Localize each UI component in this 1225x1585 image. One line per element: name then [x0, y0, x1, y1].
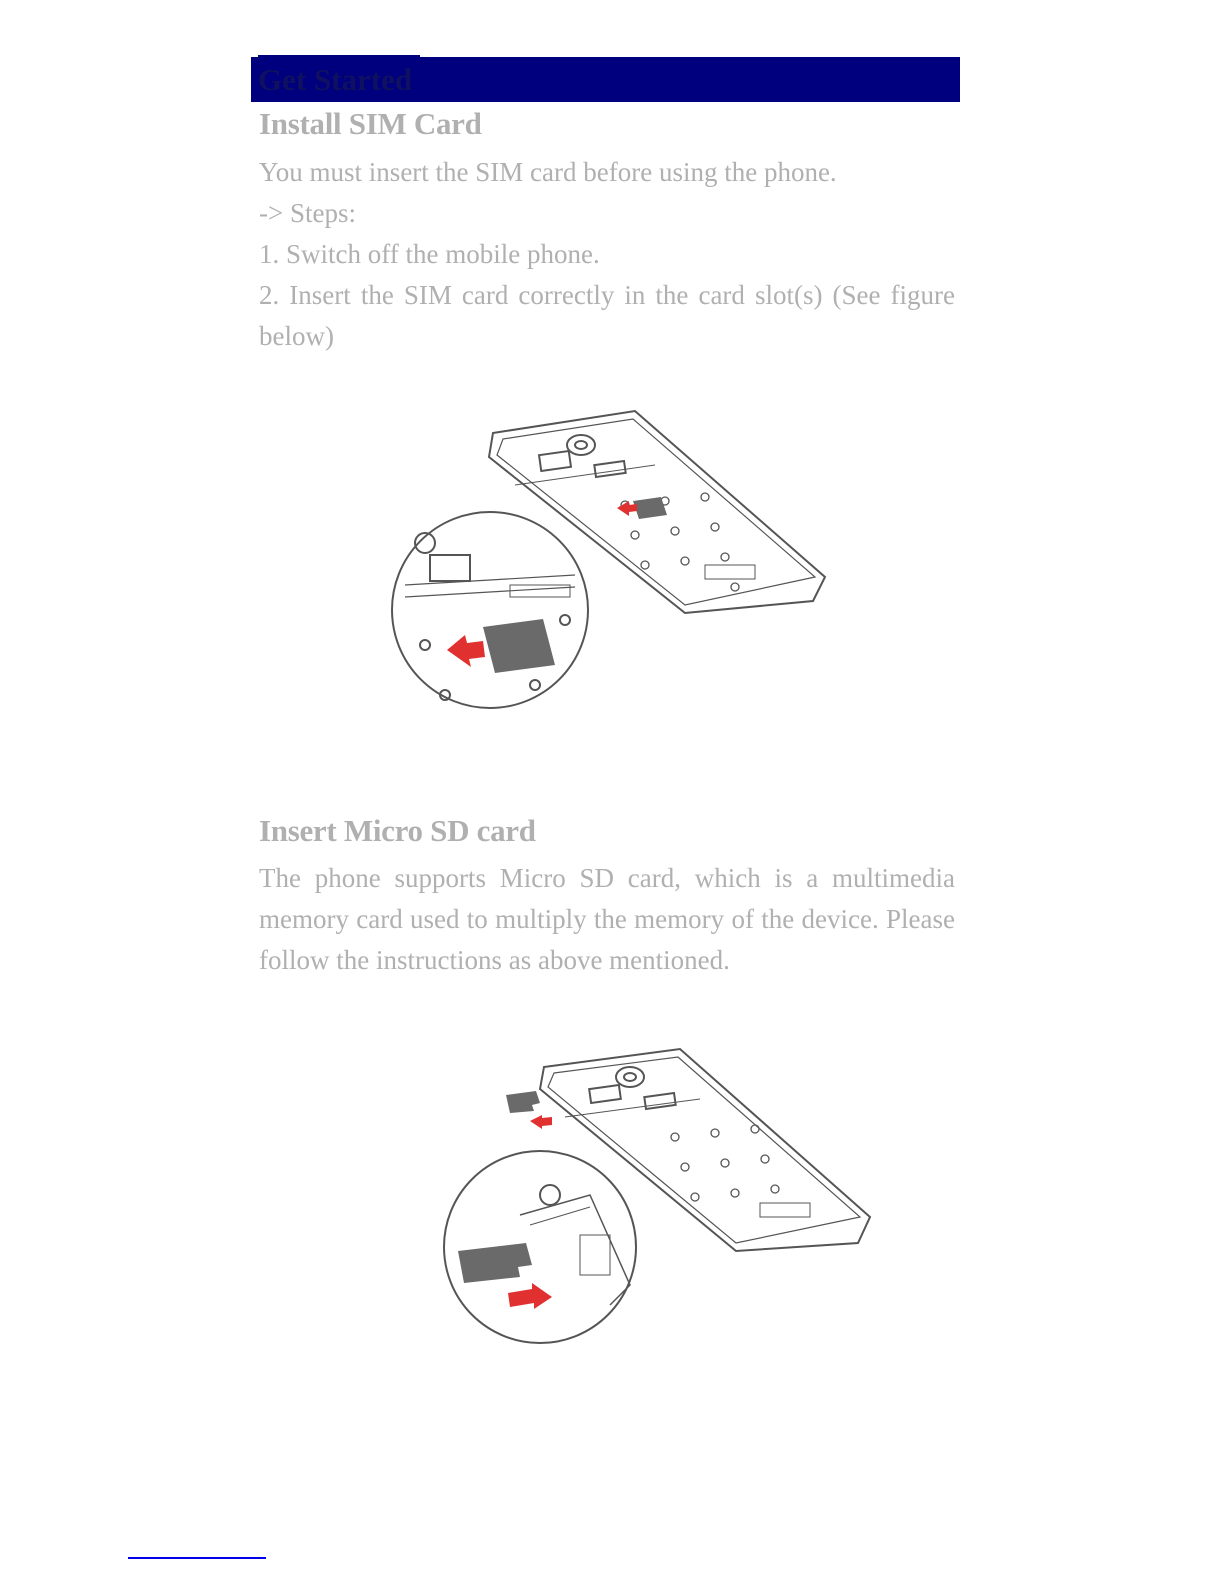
chapter-title: Get Started [258, 62, 413, 97]
sim-card-zoom [483, 619, 555, 673]
sd-zoom-circle [444, 1151, 636, 1343]
sim-card-main [633, 497, 667, 519]
step-2-text: 2. Insert the SIM card correctly in the card slot(s) (See figure below) [259, 280, 955, 351]
sd-insertion-figure [440, 1045, 880, 1350]
sim-intro-text: You must insert the SIM card before using the phone. [259, 157, 837, 187]
camera-icon [567, 435, 595, 455]
sim-section-title: Install SIM Card [259, 106, 482, 141]
camera-icon [616, 1067, 644, 1087]
step-1-text: 1. Switch off the mobile phone. [259, 239, 600, 269]
sim-insertion-figure [385, 405, 835, 715]
arrow-icon [530, 1115, 552, 1129]
sim-zoom-circle [392, 512, 588, 708]
sd-card-main [506, 1091, 540, 1113]
footer-link-underline[interactable] [128, 1557, 266, 1559]
sd-section-title: Insert Micro SD card [259, 813, 536, 848]
sd-section-body: The phone supports Micro SD card, which is a multimedia memory card used to multiply the memory of the device. Please follow the instructions as above mentioned. [259, 863, 955, 975]
steps-label: -> Steps: [259, 198, 356, 228]
